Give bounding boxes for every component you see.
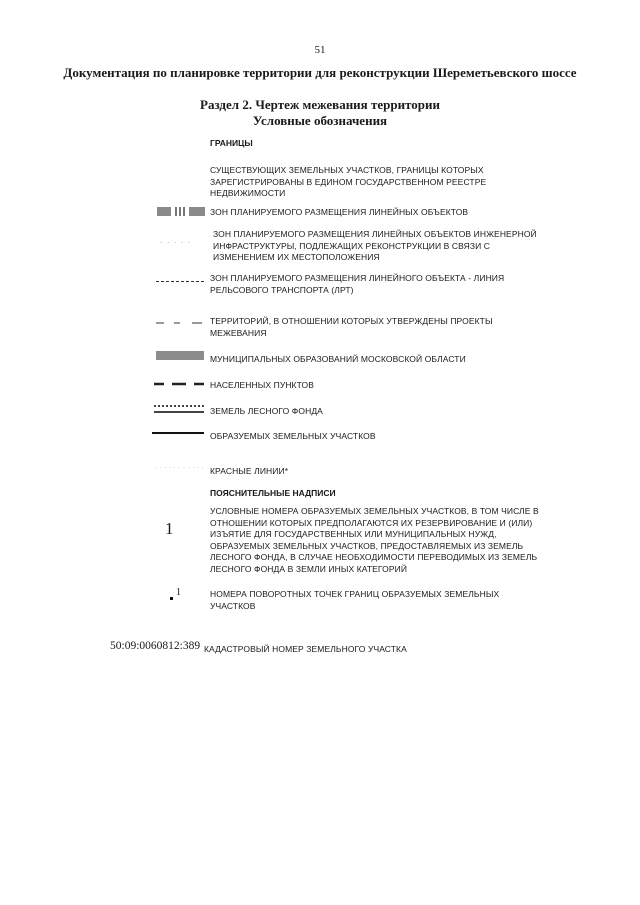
cadastral-number-example: 50:09:0060812:389 bbox=[110, 640, 201, 652]
legend-plot-number-symbol: 1 bbox=[165, 519, 174, 538]
legend-approved-projects-symbol bbox=[156, 320, 204, 326]
legend-linear-objects-symbol bbox=[157, 207, 205, 216]
section-title bbox=[0, 97, 640, 129]
page-number: 51 bbox=[314, 44, 326, 56]
section-title-line1: Раздел 2. Чертеж межевания территории bbox=[200, 97, 440, 112]
legend-municipalities-text: МУНИЦИПАЛЬНЫХ ОБРАЗОВАНИЙ МОСКОВСКОЙ ОБЛАСТИ bbox=[210, 354, 466, 364]
legend-red-lines-text: КРАСНЫЕ ЛИНИИ* bbox=[210, 466, 289, 476]
legend-linear-objects-text: ЗОН ПЛАНИРУЕМОГО РАЗМЕЩЕНИЯ ЛИНЕЙНЫХ ОБЪЕКТОВ bbox=[210, 207, 469, 217]
legend-turning-point-symbol: 1 bbox=[176, 587, 181, 598]
legend-light-rail-symbol bbox=[156, 281, 204, 282]
legend-approved-projects-text: ТЕРРИТОРИЙ, В ОТНОШЕНИИ КОТОРЫХ УТВЕРЖДЕНЫ ПРОЕКТЫ МЕЖЕВАНИЯ bbox=[210, 316, 493, 338]
legend-formed-plots-symbol bbox=[152, 432, 204, 434]
legend-turning-point-text: НОМЕРА ПОВОРОТНЫХ ТОЧЕК ГРАНИЦ ОБРАЗУЕМЫХ ЗЕМЕЛЬНЫХ УЧАСТКОВ bbox=[210, 589, 500, 611]
legend-settlements-symbol bbox=[154, 381, 204, 387]
legend-existing-plots-text: СУЩЕСТВУЮЩИХ ЗЕМЕЛЬНЫХ УЧАСТКОВ, ГРАНИЦЫ КОТОРЫХ ЗАРЕГИСТРИРОВАНЫ В ЕДИНОМ ГОСУДАРСТВЕННОМ РЕЕСТРЕ НЕДВИЖИМОСТИ bbox=[210, 165, 487, 198]
legend-red-lines-symbol: · · · · · · · · · · · bbox=[155, 465, 205, 471]
document-title: Документация по планировке территории для реконструкции Шереметьевского шоссе bbox=[63, 65, 577, 80]
legend-plot-number-text: УСЛОВНЫЕ НОМЕРА ОБРАЗУЕМЫХ ЗЕМЕЛЬНЫХ УЧАСТКОВ, В ТОМ ЧИСЛЕ В ОТНОШЕНИИ КОТОРЫХ ПРЕДПОЛАГАЮТСЯ ИХ РЕЗЕРВИРОВАНИЕ И (ИЛИ) ИЗЪЯТИЕ ДЛЯ ГОСУДАРСТВЕННЫХ ИЛИ МУНИЦИПАЛЬНЫХ НУЖД, ОБРАЗУЕМЫХ ЗЕМЕЛЬНЫХ УЧАСТКОВ, ПРЕДОСТАВЛЯЕМЫХ ИЗ ЗЕМЕЛЬ ЛЕСНОГО ФОНДА, В СЛУЧАЕ НЕОБХОДИМОСТИ ПЕРЕВОДИМЫХ ИЗ ЗЕМЕЛЬ ЛЕСНОГО ФОНДА В ЗЕМЛИ ИНЫХ КАТЕГОРИЙ bbox=[210, 506, 539, 574]
legend-settlements-text: НАСЕЛЕННЫХ ПУНКТОВ bbox=[210, 380, 314, 390]
legend-formed-plots-text: ОБРАЗУЕМЫХ ЗЕМЕЛЬНЫХ УЧАСТКОВ bbox=[210, 431, 376, 441]
legend-engineering-infrastructure-text: ЗОН ПЛАНИРУЕМОГО РАЗМЕЩЕНИЯ ЛИНЕЙНЫХ ОБЪЕКТОВ ИНЖЕНЕРНОЙ ИНФРАСТРУКТУРЫ, ПОДЛЕЖАЩИХ РЕКОНСТРУКЦИИ В СВЯЗИ С ИЗМЕНЕНИЕМ ИХ МЕСТОПОЛОЖЕНИЯ bbox=[213, 229, 537, 262]
legend-forest-fund-text: ЗЕМЕЛЬ ЛЕСНОГО ФОНДА bbox=[210, 406, 323, 416]
section-title-line2: Условные обозначения bbox=[252, 113, 388, 128]
turning-point-dot-icon bbox=[170, 597, 173, 600]
legend-light-rail-text: ЗОН ПЛАНИРУЕМОГО РАЗМЕЩЕНИЯ ЛИНЕЙНОГО ОБЪЕКТА - ЛИНИЯ РЕЛЬСОВОГО ТРАНСПОРТА (ЛРТ) bbox=[210, 273, 505, 295]
legend-forest-fund-symbol bbox=[154, 405, 204, 413]
legend-cadastral-number-text: КАДАСТРОВЫЙ НОМЕР ЗЕМЕЛЬНОГО УЧАСТКА bbox=[204, 644, 407, 654]
notes-heading: ПОЯСНИТЕЛЬНЫЕ НАДПИСИ bbox=[210, 488, 336, 498]
boundaries-heading: ГРАНИЦЫ bbox=[210, 138, 253, 148]
legend-municipalities-symbol bbox=[156, 351, 204, 360]
legend-engineering-infrastructure-symbol: · · · · · bbox=[160, 238, 192, 247]
